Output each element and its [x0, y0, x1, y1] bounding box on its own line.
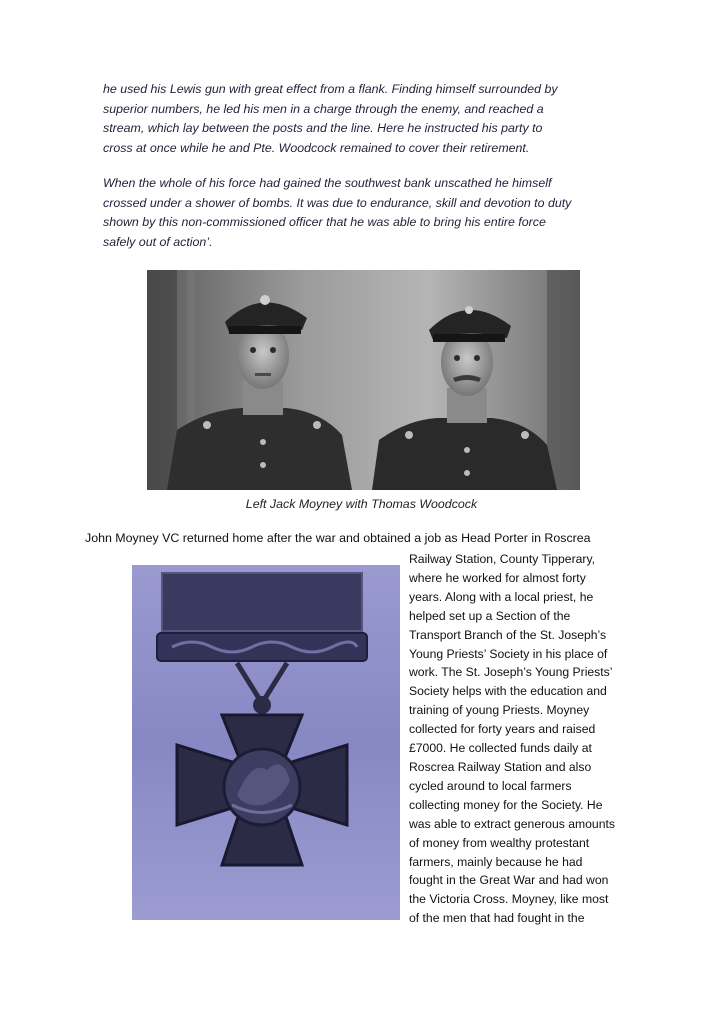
column-line: training of young Priests. Moyney — [409, 703, 590, 718]
column-line: work. The St. Joseph’s Young Priests’ — [409, 665, 613, 680]
column-line: farmers, mainly because he had — [409, 854, 583, 869]
soldiers-photograph — [147, 270, 580, 490]
citation-paragraph-2 — [103, 174, 623, 252]
citation-paragraph-1 — [103, 80, 623, 158]
citation-line: safely out of action’. — [103, 234, 213, 249]
column-line: Society helps with the education and — [409, 684, 607, 699]
column-line: Roscrea Railway Station and also — [409, 759, 592, 774]
column-line: where he worked for almost forty — [409, 570, 586, 585]
medal-ribbon — [162, 573, 362, 631]
citation-line: stream, which lay between the posts and the line. Here he instructed his party to — [103, 121, 543, 136]
citation-line: When the whole of his force had gained the southwest bank unscathed he himself — [103, 176, 552, 190]
column-line: of the men that had fought in the — [409, 911, 585, 926]
citation-line: crossed under a shower of bombs. It was due to endurance, skill and devotion to duty — [103, 195, 572, 210]
column-line: £7000. He collected funds daily at — [409, 741, 592, 756]
citation-line: superior numbers, he led his men in a charge through the enemy, and reached a — [103, 101, 544, 116]
citation-line: shown by this non-commissioned officer that he was able to bring his entire force — [103, 215, 546, 230]
victoria-cross-medal-image — [132, 565, 400, 920]
column-line: Transport Branch of the St. Joseph’s — [409, 627, 607, 642]
column-line: collected for forty years and raised — [409, 722, 596, 737]
column-line: years. Along with a local priest, he — [409, 589, 594, 604]
suspension-bar — [157, 633, 367, 661]
body-column — [409, 550, 649, 928]
column-line: was able to extract generous amounts — [409, 816, 615, 831]
column-line: of money from wealthy protestant — [409, 835, 590, 850]
citation-line: he used his Lewis gun with great effect from a flank. Finding himself surrounded by — [103, 82, 558, 96]
citation-line: cross at once while he and Pte. Woodcock remained to cover their retirement. — [103, 140, 530, 155]
body-intro-line: John Moyney VC returned home after the war and obtained a job as Head Porter in Roscrea — [85, 531, 591, 545]
column-line: fought in the Great War and had won — [409, 873, 609, 888]
column-line: the Victoria Cross. Moyney, like most — [409, 892, 609, 907]
photo-caption: Left Jack Moyney with Thomas Woodcock — [245, 497, 478, 511]
column-line: collecting money for the Society. He — [409, 797, 603, 812]
column-line: Young Priests’ Society in his place of — [409, 646, 608, 661]
column-line: helped set up a Section of the — [409, 608, 571, 623]
column-line: Railway Station, County Tipperary, — [409, 552, 596, 566]
column-line: cycled around to local farmers — [409, 778, 572, 793]
